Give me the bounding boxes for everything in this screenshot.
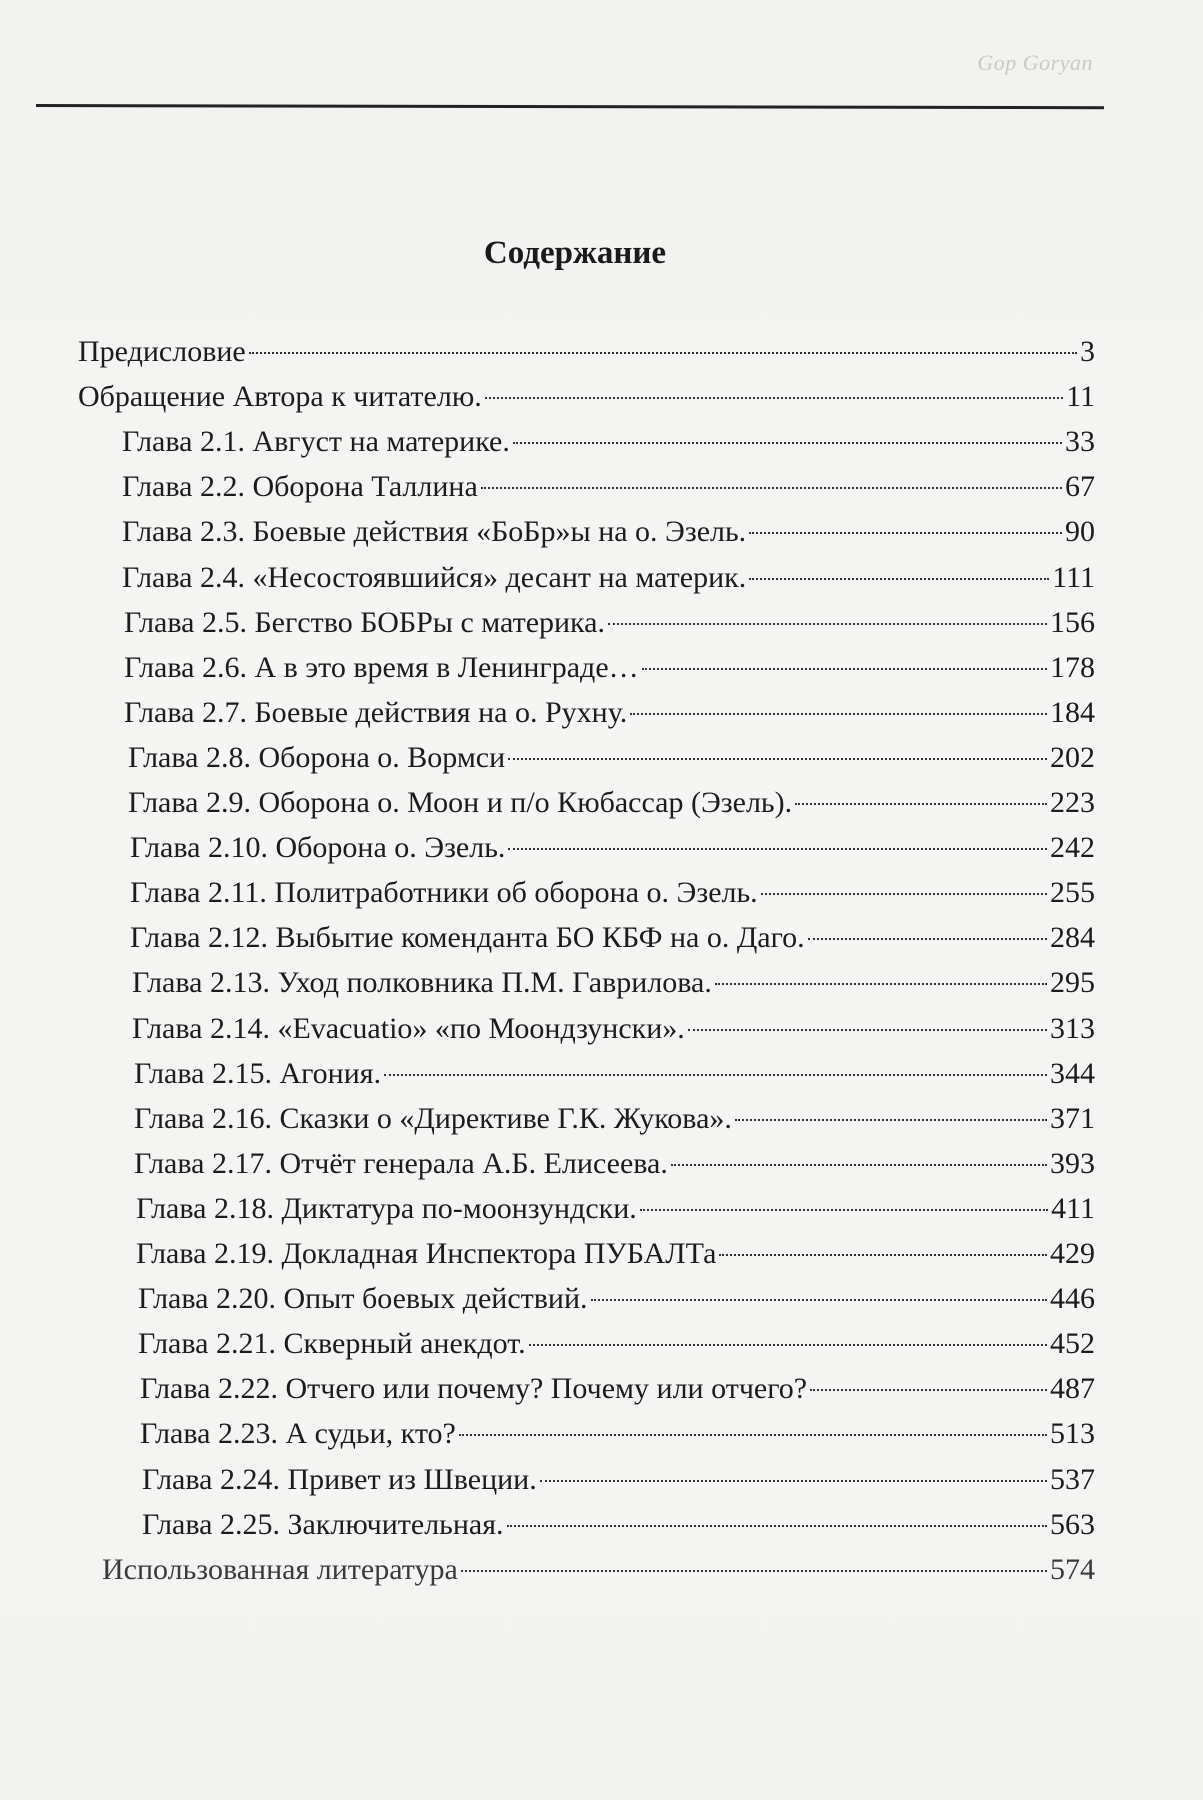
toc-entry-label: Глава 2.5. Бегство БОБРы с материка. [124,605,605,639]
dot-leader [249,352,1077,354]
toc-entry-page: 371 [1050,1101,1095,1135]
toc-entry-label: Глава 2.13. Уход полковника П.М. Гаврилова. [132,966,712,1000]
toc-entry-page: 393 [1050,1146,1095,1180]
dot-leader [688,1029,1047,1031]
dot-leader [671,1164,1047,1166]
toc-entry-label: Глава 2.21. Скверный анекдот. [138,1327,526,1361]
toc-entry-label: Глава 2.7. Боевые действия на о. Рухну. [124,695,628,729]
dot-leader [481,487,1062,489]
toc-entry-page: 513 [1050,1417,1095,1451]
dot-leader [384,1074,1047,1076]
toc-entry-page: 313 [1050,1011,1095,1045]
toc-entry-label: Глава 2.8. Оборона о. Вормси [128,740,506,774]
dot-leader [630,713,1047,715]
dot-leader [808,938,1047,940]
toc-entry-page: 67 [1065,470,1095,504]
dot-leader [461,1570,1047,1572]
toc-entry-label: Глава 2.1. Август на материке. [122,425,510,459]
toc-entry-page: 3 [1080,335,1095,368]
toc-entry [134,1054,1095,1094]
dot-leader [459,1434,1047,1436]
toc-entry-label: Глава 2.24. Привет из Швеции. [142,1462,537,1496]
toc-entry-label: Глава 2.16. Сказки о «Директиве Г.К. Жукова». [134,1101,732,1135]
dot-leader [735,1119,1047,1121]
toc-entry-label: Глава 2.2. Оборона Таллина [122,470,478,504]
toc-entry [78,332,1095,372]
toc-entry-label: Глава 2.11. Политработники об оборона о. Эзель. [130,876,758,910]
toc-entry [132,963,1095,1003]
toc-entry [122,467,1095,507]
dot-leader [749,578,1049,580]
toc-entry [136,1234,1095,1274]
dot-leader [795,803,1047,805]
toc-entry [130,918,1095,958]
toc-entry-page: 178 [1050,650,1095,684]
header-rule [36,104,1104,109]
toc-entry-page: 111 [1052,560,1095,594]
toc-entry [124,603,1095,643]
toc-entry-page: 537 [1050,1462,1095,1496]
toc-entry [128,738,1095,778]
toc-entry [134,1099,1095,1139]
toc-entry-label: Глава 2.12. Выбытие коменданта БО КБФ на о. Даго. [130,921,805,955]
dot-leader [485,397,1063,399]
dot-leader [513,442,1062,444]
toc-entry-page: 411 [1051,1191,1095,1225]
toc-entry-label: Глава 2.10. Оборона о. Эзель. [130,831,506,865]
toc-entry-label: Глава 2.4. «Несостоявшийся» десант на материк. [122,560,747,594]
toc-entry-page: 446 [1050,1282,1095,1316]
dot-leader [608,623,1047,625]
toc-entry [142,1505,1095,1545]
toc-entry [122,558,1095,598]
dot-leader [810,1389,1047,1391]
toc-entry-label: Глава 2.3. Боевые действия «БоБр»ы на о. Эзель. [122,515,747,549]
toc-entry [130,873,1095,913]
toc-entry [132,1009,1095,1049]
toc-entry [102,1550,1095,1590]
dot-leader [719,1254,1047,1256]
toc-entry [124,648,1095,688]
toc-entry [122,512,1095,552]
toc-entry-page: 202 [1050,740,1095,774]
dot-leader [642,668,1047,670]
toc-entry [124,693,1095,733]
dot-leader [529,1344,1047,1346]
toc-entry-page: 452 [1050,1327,1095,1361]
dot-leader [540,1480,1047,1482]
toc-entry-page: 574 [1050,1552,1095,1586]
toc-entry-label: Глава 2.15. Агония. [134,1056,382,1090]
dot-leader [715,983,1047,985]
toc-entry-label: Глава 2.25. Заключительная. [142,1507,504,1541]
toc-entry-page: 563 [1050,1507,1095,1541]
toc-entry-page: 33 [1065,425,1095,459]
dot-leader [508,758,1047,760]
toc-entry-label: Глава 2.18. Диктатура по-моонзундски. [136,1191,637,1225]
toc-entry-label: Использованная литература [102,1552,458,1586]
toc-entry-page: 156 [1050,605,1095,639]
dot-leader [761,893,1047,895]
toc-entry-label: Предисловие [78,335,246,368]
toc-entry-page: 429 [1050,1237,1095,1270]
toc-entry-page: 90 [1065,515,1095,549]
toc-entry [128,783,1095,823]
toc-entry-label: Глава 2.22. Отчего или почему? Почему или отчего? [140,1372,808,1406]
toc-entry-page: 487 [1050,1372,1095,1406]
toc-entry [130,828,1095,868]
toc-entry [142,1460,1095,1500]
dot-leader [640,1209,1048,1211]
page-title: Содержание [483,235,667,271]
toc-entry [138,1279,1095,1319]
toc-entry [134,1144,1095,1184]
toc-entry-label: Глава 2.6. А в это время в Ленинграде… [124,650,639,684]
toc-entry-page: 344 [1050,1056,1095,1090]
bleed-through-header: Gop Goryan [977,50,1093,75]
toc-entry-page: 223 [1050,786,1095,819]
toc-entry-label: Обращение Автора к читателю. [78,380,482,414]
toc-entry [140,1414,1095,1454]
toc-entry-page: 255 [1050,876,1095,910]
toc-entry-label: Глава 2.17. Отчёт генерала А.Б. Елисеева. [134,1146,668,1180]
toc-entry [140,1369,1095,1409]
dot-leader [508,848,1047,850]
toc-entry-label: Глава 2.23. А судьи, кто? [140,1417,456,1451]
dot-leader [507,1525,1047,1527]
toc-entry [78,377,1095,417]
toc-entry-page: 242 [1050,831,1095,865]
toc-entry-label: Глава 2.9. Оборона о. Моон и п/о Кюбассар (Эзель). [128,786,793,819]
toc-entry-page: 284 [1050,921,1095,955]
toc-entry-label: Глава 2.20. Опыт боевых действий. [138,1282,588,1316]
dot-leader [591,1299,1047,1301]
toc-entry [138,1324,1095,1364]
toc-entry-page: 11 [1066,380,1095,414]
toc-entry-label: Глава 2.19. Докладная Инспектора ПУБАЛТа [136,1237,717,1270]
toc-entry-page: 184 [1050,695,1095,729]
toc-entry [122,422,1095,462]
toc-entry-label: Глава 2.14. «Evacuatio» «по Моондзунски». [132,1011,685,1045]
dot-leader [749,532,1062,534]
toc-entry [136,1189,1095,1229]
toc-entry-page: 295 [1050,966,1095,1000]
